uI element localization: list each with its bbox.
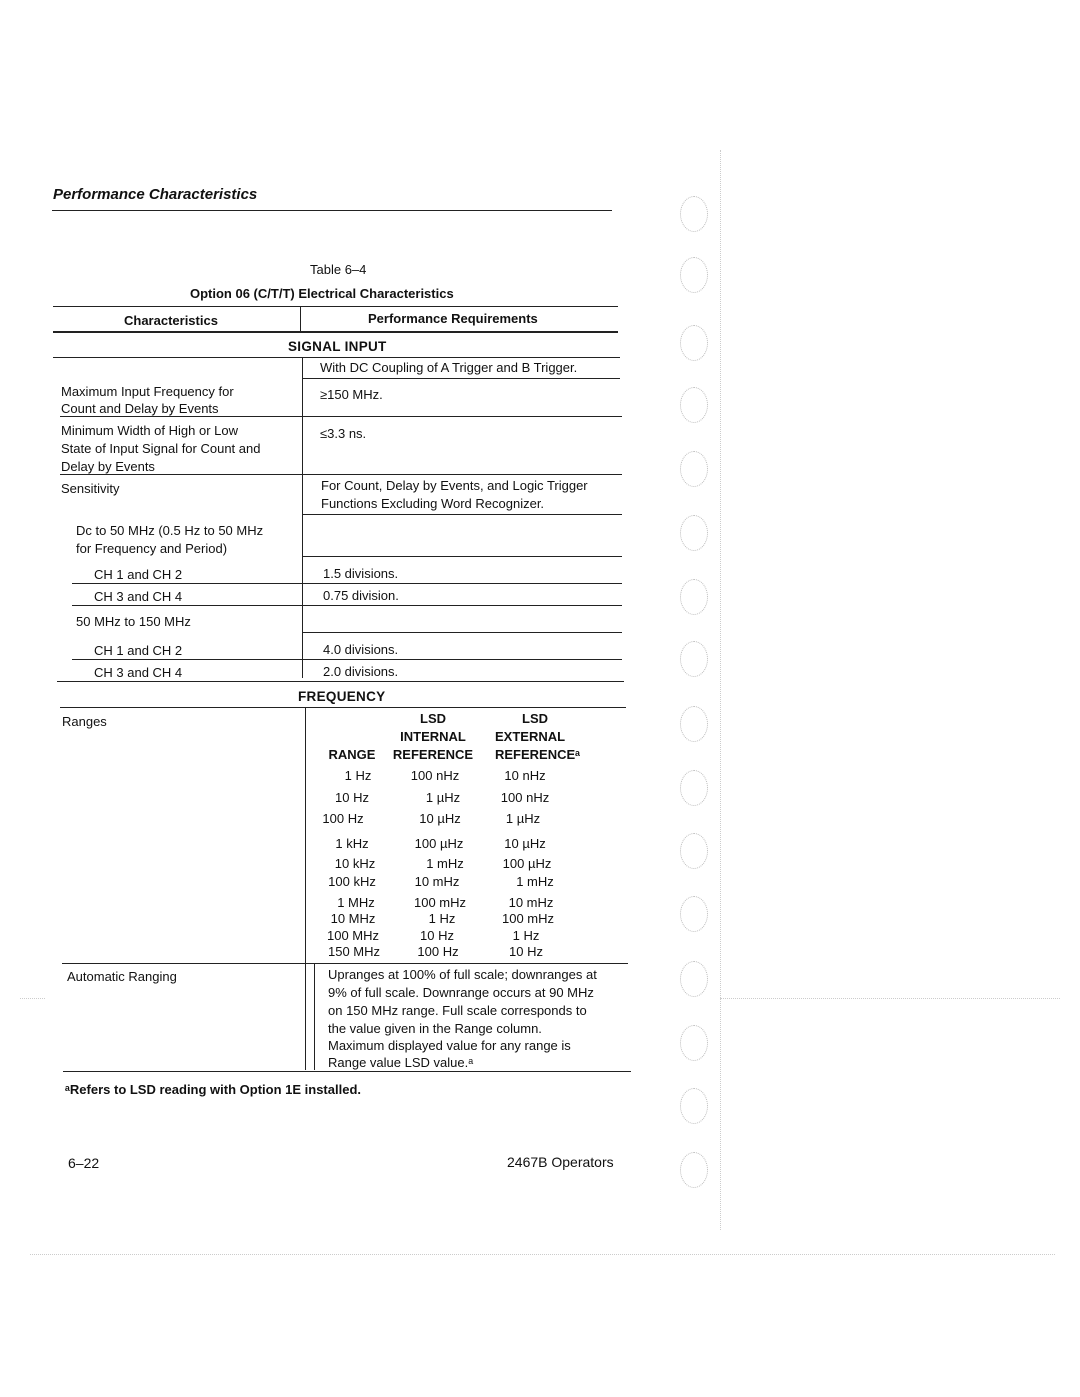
freq-internal-cell: 100 nHz: [410, 768, 460, 783]
coupling-note: With DC Coupling of A Trigger and B Trigger.: [320, 360, 578, 375]
min-width-label-2: State of Input Signal for Count and: [61, 441, 261, 456]
freq-internal-cell: 100 mHz: [413, 895, 467, 910]
hf-ch34-value: 2.0 divisions.: [323, 664, 399, 679]
hdr-reference-ext: REFERENCEᵃ: [495, 747, 581, 762]
hf-ch12-label: CH 1 and CH 2: [94, 643, 183, 658]
freq-external-cell: 10 µHz: [504, 836, 546, 851]
binder-hole-icon: [680, 387, 708, 423]
table-number: Table 6–4: [310, 262, 367, 277]
max-freq-label-1: Maximum Input Frequency for: [61, 384, 234, 399]
freq-range-cell: 1 kHz: [335, 836, 369, 851]
auto-ranging-line: Range value LSD value.ᵃ: [328, 1055, 474, 1070]
sensitivity-note-1: For Count, Delay by Events, and Logic Trigger: [321, 478, 588, 493]
signal-input-bottom-rule: [57, 681, 624, 682]
binder-hole-icon: [680, 579, 708, 615]
dc50-ch12-value: 1.5 divisions.: [323, 566, 399, 581]
freq-internal-cell: 10 mHz: [414, 874, 460, 889]
freq-range-cell: 1 Hz: [344, 768, 372, 783]
min-width-value: ≤3.3 ns.: [320, 426, 367, 441]
page-header-title: Performance Characteristics: [53, 186, 258, 203]
header-bottom-rule: [53, 331, 618, 333]
binder-hole-icon: [680, 257, 708, 293]
binder-hole-icon: [680, 706, 708, 742]
freq-internal-cell: 100 µHz: [414, 836, 464, 851]
binder-hole-icon: [680, 196, 708, 232]
freq-internal-cell: 100 Hz: [417, 944, 459, 959]
binder-hole-icon: [680, 1088, 708, 1124]
ranges-label: Ranges: [62, 714, 107, 729]
hdr-external: EXTERNAL: [495, 729, 566, 744]
freq-external-cell: 100 mHz: [501, 911, 555, 926]
freq-internal-cell: 1 µHz: [425, 790, 461, 805]
scan-artifact: [30, 1254, 1055, 1255]
freq-external-cell: 10 mHz: [508, 895, 554, 910]
frequency-rule: [60, 707, 626, 708]
header-rule: [52, 210, 612, 211]
hdr-range: RANGE: [328, 747, 376, 762]
dc50-rule: [302, 556, 622, 557]
freq-external-cell: 1 Hz: [512, 928, 540, 943]
freq-range-cell: 150 MHz: [327, 944, 381, 959]
binder-hole-icon: [680, 833, 708, 869]
binder-hole-icon: [680, 325, 708, 361]
auto-ranging-line: Upranges at 100% of full scale; downranges at: [328, 967, 597, 982]
max-freq-rule: [60, 416, 622, 417]
binder-hole-icon: [680, 1025, 708, 1061]
freq-external-cell: 10 nHz: [504, 768, 546, 783]
ranges-bottom-rule: [62, 963, 628, 964]
dc50-label-1: Dc to 50 MHz (0.5 Hz to 50 MHz: [76, 523, 264, 538]
scan-artifact: [720, 998, 1060, 999]
auto-ranging-line: on 150 MHz range. Full scale corresponds to: [328, 1003, 587, 1018]
section-signal-input: SIGNAL INPUT: [288, 339, 387, 354]
freq-range-cell: 100 kHz: [328, 874, 376, 889]
manual-title: 2467B Operators: [507, 1154, 614, 1170]
dc50-ch12-rule: [72, 583, 622, 584]
page-number: 6–22: [68, 1155, 100, 1171]
binder-hole-icon: [680, 641, 708, 677]
freq-range-cell: 10 MHz: [330, 911, 376, 926]
binder-hole-icon: [680, 896, 708, 932]
hdr-internal: INTERNAL: [400, 729, 466, 744]
dc50-ch34-label: CH 3 and CH 4: [94, 589, 183, 604]
freq-internal-cell: 1 mHz: [426, 856, 464, 871]
hdr-lsd-external: LSD: [522, 711, 548, 726]
binder-hole-icon: [680, 770, 708, 806]
freq-internal-cell: 1 Hz: [428, 911, 456, 926]
header-divider: [300, 307, 301, 332]
hf-rule: [302, 632, 622, 633]
auto-ranging-line: Maximum displayed value for any range is: [328, 1038, 571, 1053]
binder-hole-icon: [680, 1152, 708, 1188]
hf-ch34-label: CH 3 and CH 4: [94, 665, 183, 680]
freq-range-cell: 10 kHz: [334, 856, 376, 871]
freq-internal-cell: 10 Hz: [420, 928, 454, 943]
coupling-rule: [302, 378, 620, 379]
min-width-label-3: Delay by Events: [61, 459, 155, 474]
auto-ranging-line: 9% of full scale. Downrange occurs at 90 MHz: [328, 985, 594, 1000]
column-header-requirements: Performance Requirements: [368, 311, 538, 326]
freq-external-cell: 10 Hz: [509, 944, 543, 959]
table-footnote: ᵃRefers to LSD reading with Option 1E installed.: [65, 1082, 361, 1097]
dc50-ch12-label: CH 1 and CH 2: [94, 567, 183, 582]
hf-ch12-rule: [72, 659, 622, 660]
hdr-lsd-internal: LSD: [420, 711, 446, 726]
min-width-label-1: Minimum Width of High or Low: [61, 423, 238, 438]
binder-hole-icon: [680, 451, 708, 487]
freq-range-cell: 10 Hz: [335, 790, 369, 805]
max-freq-label-2: Count and Delay by Events: [61, 401, 219, 416]
dc50-ch34-value: 0.75 division.: [323, 588, 399, 603]
signal-input-divider: [302, 358, 303, 678]
max-freq-value: ≥150 MHz.: [320, 387, 383, 402]
min-width-rule: [60, 474, 622, 475]
section-frequency: FREQUENCY: [298, 689, 386, 704]
freq-external-cell: 1 mHz: [516, 874, 554, 889]
freq-external-cell: 1 µHz: [505, 811, 541, 826]
auto-ranging-divider: [314, 964, 315, 1070]
page-edge: [720, 150, 721, 1230]
freq-internal-cell: 10 µHz: [419, 811, 461, 826]
freq-external-cell: 100 µHz: [502, 856, 552, 871]
auto-ranging-line: the value given in the Range column.: [328, 1021, 542, 1036]
freq-range-cell: 1 MHz: [337, 895, 375, 910]
freq-range-cell: 100 MHz: [326, 928, 380, 943]
hf-label: 50 MHz to 150 MHz: [76, 614, 191, 629]
scan-artifact: [20, 998, 45, 999]
binder-hole-icon: [680, 515, 708, 551]
sensitivity-note-2: Functions Excluding Word Recognizer.: [321, 496, 545, 511]
table-caption: Option 06 (C/T/T) Electrical Characteristics: [190, 286, 454, 301]
hf-ch12-value: 4.0 divisions.: [323, 642, 399, 657]
table-bottom-rule: [63, 1071, 631, 1072]
sensitivity-rule: [302, 514, 622, 515]
frequency-divider: [305, 708, 306, 1070]
dc50-label-2: for Frequency and Period): [76, 541, 228, 556]
freq-external-cell: 100 nHz: [500, 790, 550, 805]
auto-ranging-label: Automatic Ranging: [67, 969, 177, 984]
column-header-characteristics: Characteristics: [124, 313, 218, 328]
freq-range-cell: 100 Hz: [322, 811, 364, 826]
signal-input-rule: [53, 357, 620, 358]
dc50-ch34-rule: [72, 605, 622, 606]
binder-hole-icon: [680, 961, 708, 997]
hdr-reference: REFERENCE: [392, 747, 474, 762]
table-top-rule: [53, 306, 618, 307]
sensitivity-label: Sensitivity: [61, 481, 120, 496]
